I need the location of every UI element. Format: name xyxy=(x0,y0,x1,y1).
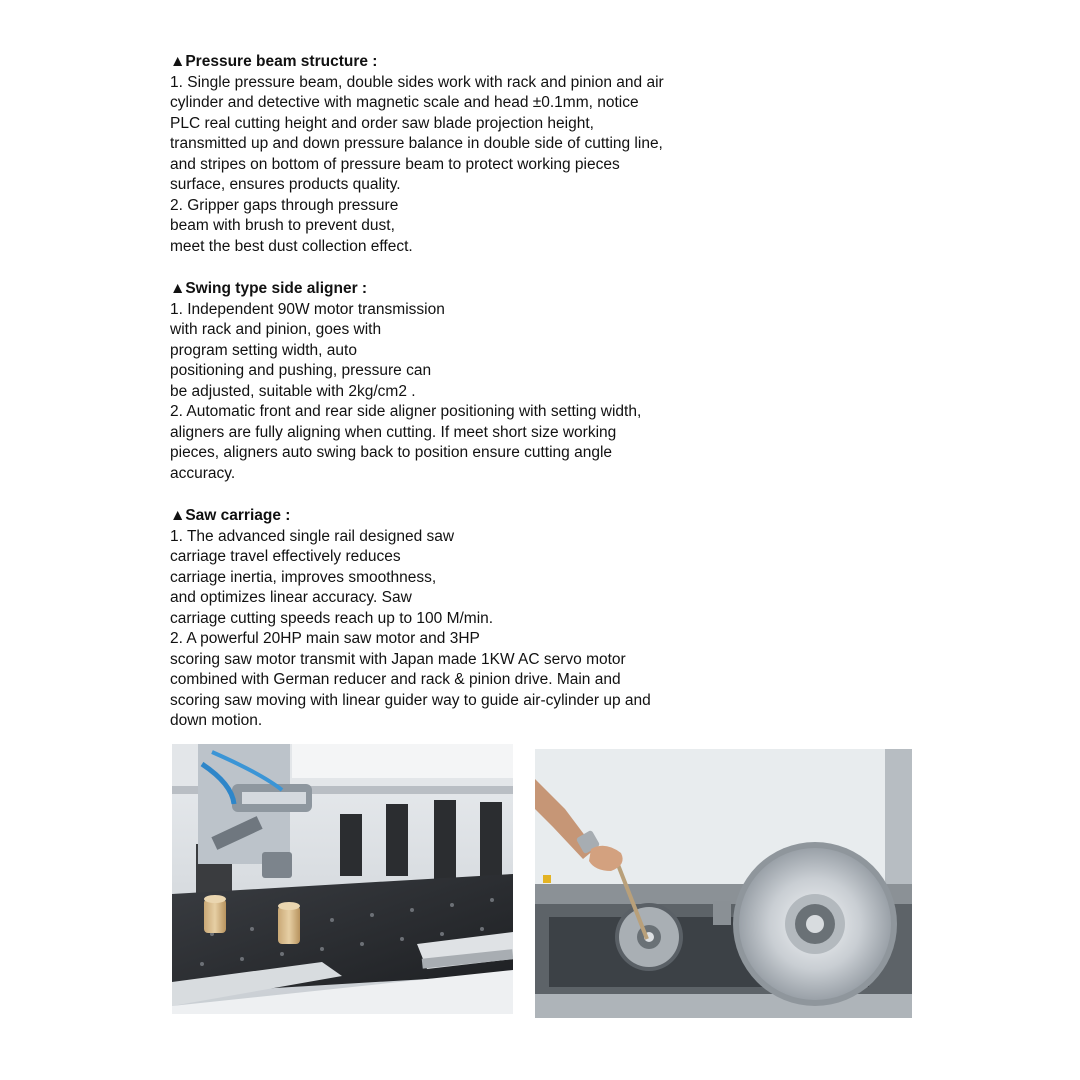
text-line: carriage inertia, improves smoothness, xyxy=(170,568,437,586)
section-heading: ▲Pressure beam structure : xyxy=(170,53,378,70)
text-line: beam with brush to prevent dust, xyxy=(170,217,395,234)
text-line: with rack and pinion, goes with xyxy=(170,321,382,338)
text-line: meet the best dust collection effect. xyxy=(170,237,413,255)
section-pressure-beam xyxy=(170,52,770,257)
text-line: 2. A powerful 20HP main saw motor and 3HP xyxy=(170,630,480,647)
text-line: down motion. xyxy=(170,712,263,729)
pressure-beam-photo xyxy=(172,744,513,1014)
text-line: and optimizes linear accuracy. Saw xyxy=(170,589,412,606)
section-side-aligner xyxy=(170,279,770,484)
text-line: carriage travel effectively reduces xyxy=(170,548,401,565)
text-line: 1. Independent 90W motor transmission xyxy=(170,300,445,318)
text-line: accuracy. xyxy=(170,464,236,482)
text-line: be adjusted, suitable with 2kg/cm2 . xyxy=(170,382,416,400)
text-line: cylinder and detective with magnetic scale and head ±0.1mm, notice xyxy=(170,94,639,111)
text-line: aligners are fully aligning when cutting. If meet short size working xyxy=(170,423,617,441)
text-line: surface, ensures products quality. xyxy=(170,176,401,193)
section-heading: ▲Swing type side aligner : xyxy=(170,280,368,297)
text-line: scoring saw moving with linear guider way to guide air-cylinder up and xyxy=(170,691,651,709)
text-line: 2. Automatic front and rear side aligner positioning with setting width, xyxy=(170,403,642,420)
document-body xyxy=(170,52,770,754)
text-line: program setting width, auto xyxy=(170,341,357,359)
section-heading: ▲Saw carriage : xyxy=(170,507,291,524)
text-line: PLC real cutting height and order saw blade projection height, xyxy=(170,114,594,132)
section-saw-carriage xyxy=(170,506,770,732)
text-line: and stripes on bottom of pressure beam to protect working pieces xyxy=(170,155,620,173)
text-line: 1. The advanced single rail designed saw xyxy=(170,527,455,545)
text-line: 2. Gripper gaps through pressure xyxy=(170,196,399,214)
text-line: pieces, aligners auto swing back to position ensure cutting angle xyxy=(170,444,613,461)
text-line: positioning and pushing, pressure can xyxy=(170,362,432,379)
text-line: transmitted up and down pressure balance in double side of cutting line, xyxy=(170,135,663,152)
text-line: 1. Single pressure beam, double sides work with rack and pinion and air xyxy=(170,73,664,91)
text-line: scoring saw motor transmit with Japan made 1KW AC servo motor xyxy=(170,650,626,668)
text-line: carriage cutting speeds reach up to 100 M/min. xyxy=(170,609,494,627)
text-line: combined with German reducer and rack & pinion drive. Main and xyxy=(170,671,621,688)
saw-blade-photo xyxy=(535,749,912,1018)
